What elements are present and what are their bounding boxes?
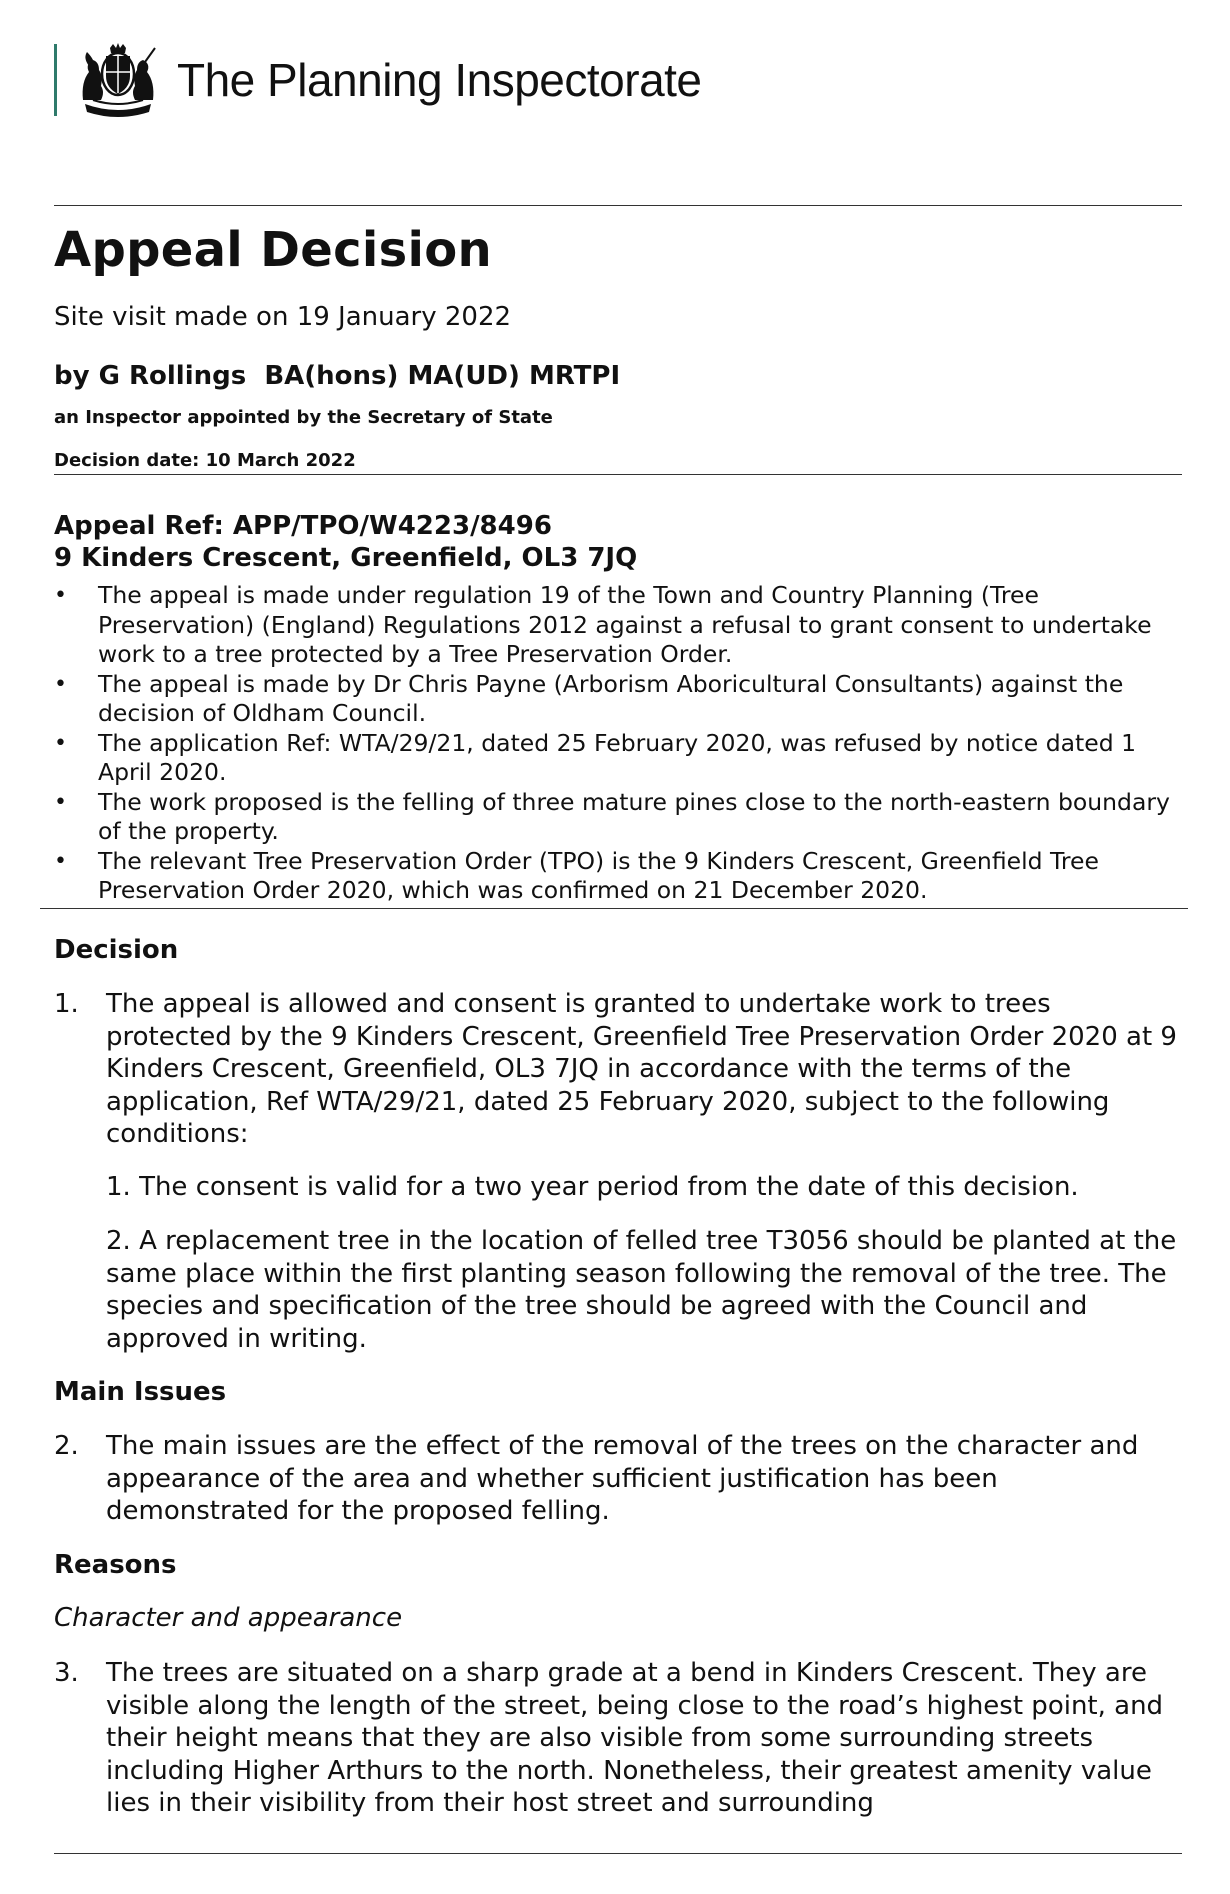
paragraph-text: The trees are situated on a sharp grade at a bend in Kinders Crescent. They are visible along the length of the street, being close to the road’s highest point, and their height means that they are also visible from some surrounding streets including Higher Arthurs to the north. Nonetheless, their greatest amenity value lies in their visibility from their host street and surrounding [106,1658,1164,1818]
paragraph-text: The main issues are the effect of the removal of the trees on the character and appearance of the area and whether sufficient justification has been demonstrated for the proposed felling. [106,1431,1139,1526]
divider-top [54,205,1182,206]
paragraph-number: 1. [54,989,79,1019]
paragraph-number: 2. [54,1431,79,1461]
list-item: • The appeal is made by Dr Chris Payne (Arborism Aboricultural Consultants) against the decision of Oldham Council. [54,670,1182,729]
appeal-reference-block [54,510,637,574]
royal-coat-of-arms-icon [75,42,161,118]
divider-summary [40,908,1188,909]
list-item: • The work proposed is the felling of three mature pines close to the north-eastern boundary of the property. [54,788,1182,847]
condition-2: 2. A replacement tree in the location of felled tree T3056 should be planted at the same place within the first planting season following the removal of the tree. The species and specification of the tree should be agreed with the Council and approved in writing. [106,1226,1177,1354]
paragraph-2 [54,1430,1182,1528]
inspector-appointment: an Inspector appointed by the Secretary of State [54,407,553,428]
paragraph-number: 3. [54,1658,79,1688]
divider-header [54,474,1182,475]
site-address: 9 Kinders Crescent, Greenfield, OL3 7JQ [54,543,638,573]
reasons-subheading: Character and appearance [54,1603,403,1633]
site-visit-date: Site visit made on 19 January 2022 [54,302,512,332]
appeal-summary-list [54,581,1182,906]
list-item: • The application Ref: WTA/29/21, dated 25 February 2020, was refused by notice dated 1 April 2020. [54,729,1182,788]
accent-bar [54,44,57,116]
page-title: Appeal Decision [54,222,492,278]
inspector-name: by G Rollings BA(hons) MA(UD) MRTPI [54,361,621,391]
appeal-ref: Appeal Ref: APP/TPO/W4223/8496 [54,511,552,541]
list-item: • The appeal is made under regulation 19 of the Town and Country Planning (Tree Preservation) (England) Regulations 2012 against a refusal to grant consent to undertake work to a tree protected by a Tree Preservation Order. [54,581,1182,670]
decision-date: Decision date: 10 March 2022 [54,450,356,471]
reasons-heading: Reasons [54,1550,177,1580]
paragraph-1 [54,988,1182,1151]
main-issues-heading: Main Issues [54,1377,227,1407]
condition-1: 1. The consent is valid for a two year period from the date of this decision. [106,1172,1079,1202]
paragraph-text: The appeal is allowed and consent is granted to undertake work to trees protected by the 9 Kinders Crescent, Greenfield Tree Preservation Order 2020 at 9 Kinders Crescent, Greenfield, OL3 7JQ in accordance with the terms of the application, Ref WTA/29/21, dated 25 February 2020, subject to the following conditions: [106,989,1177,1149]
paragraph-3 [54,1657,1182,1820]
list-item: • The relevant Tree Preservation Order (TPO) is the 9 Kinders Crescent, Greenfield Tree Preservation Order 2020, which was confirmed on 21 December 2020. [54,847,1182,906]
divider-footer [54,1853,1182,1854]
organisation-name: The Planning Inspectorate [177,54,702,106]
organisation-header [54,42,702,118]
decision-heading: Decision [54,935,179,965]
